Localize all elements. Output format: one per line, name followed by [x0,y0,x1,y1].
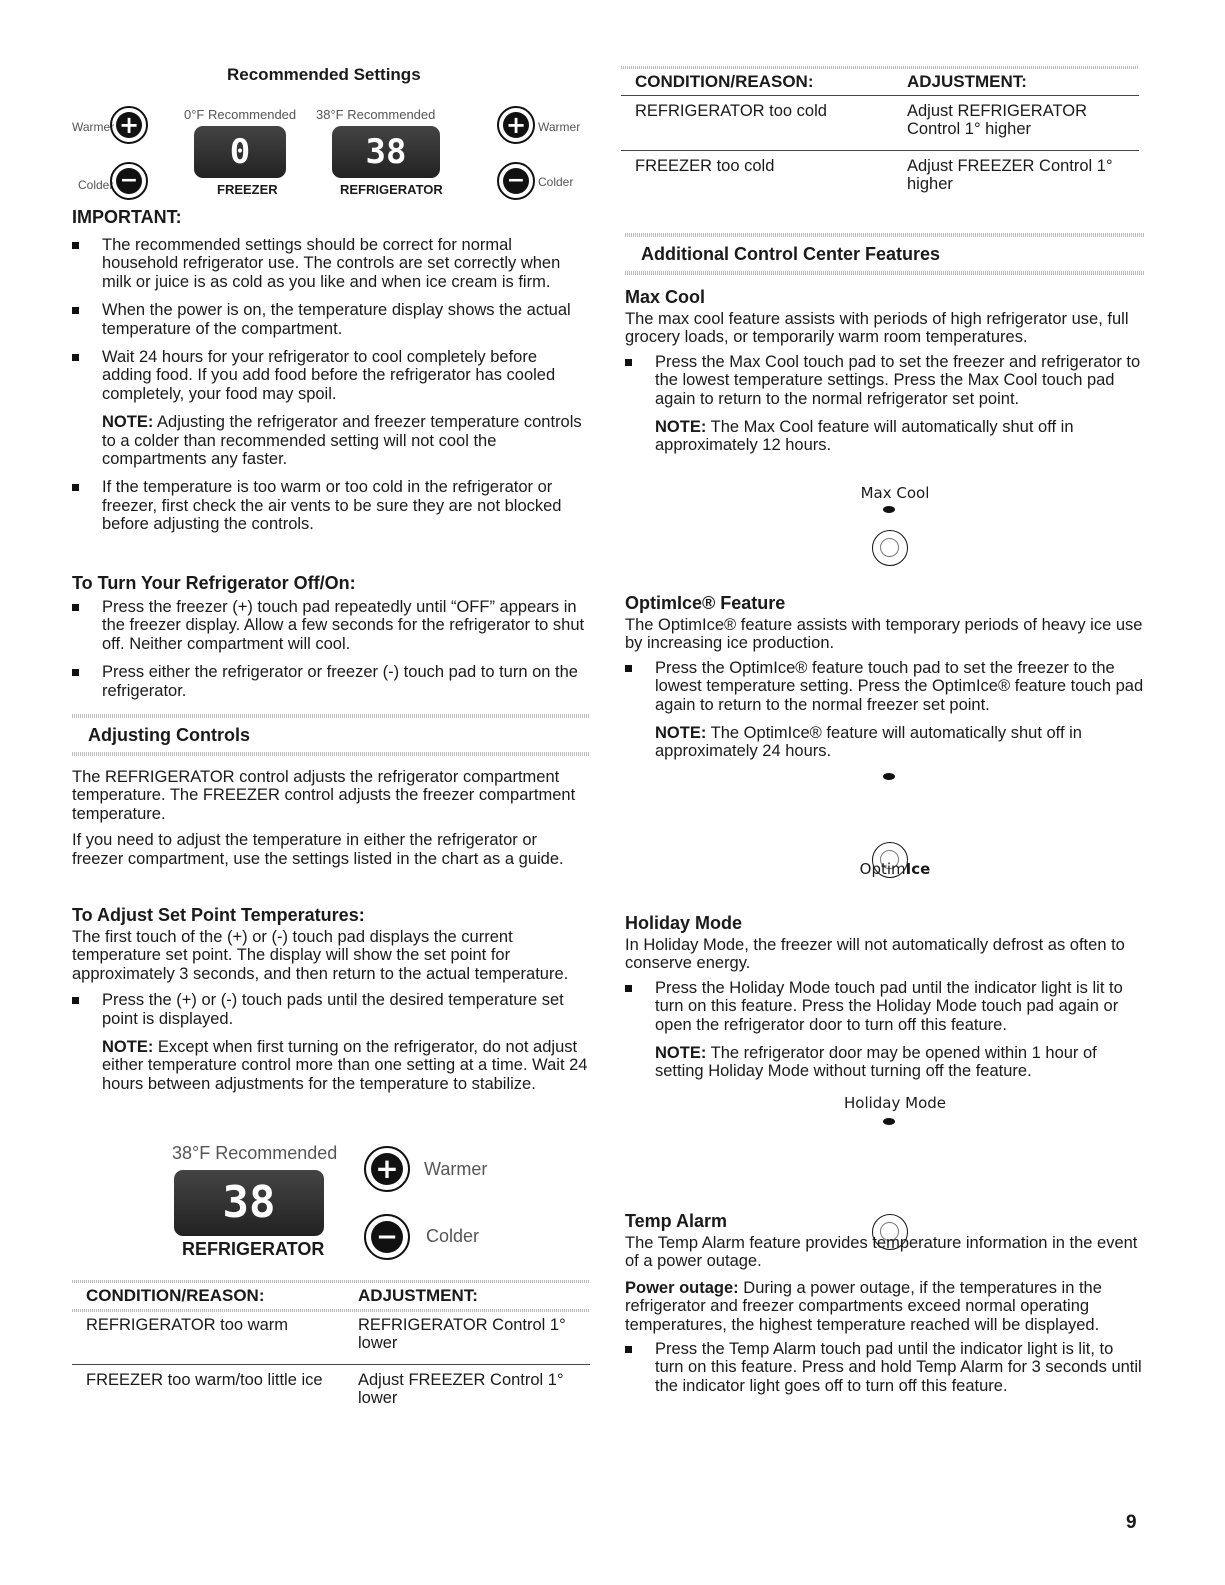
plus-button[interactable] [364,1146,410,1192]
temp-alarm-paragraph: The Temp Alarm feature provides temperature information in the event of a power outage. [625,1234,1138,1271]
table-row [621,151,1139,206]
section-bar [72,714,590,756]
holiday-note [625,1044,1145,1081]
colder-label-left: Colder [78,178,114,192]
table-header-row [621,69,1139,96]
note-label: NOTE: [102,413,154,432]
refrigerator-control-figure [172,1140,512,1270]
table-cell: FREEZER too cold [621,151,893,206]
adjusting-controls-section [72,714,590,868]
note-text: Except when first turning on the refrigerator, do not adjust either temperature control more than one setting at a time. Wait 24 hours between adjustments for the temperature to stabilize. [102,1038,588,1093]
holiday-mode-label: Holiday Mode [843,1094,947,1112]
column-header: ADJUSTMENT: [907,72,1027,91]
divider [625,271,1145,275]
adjusting-paragraph-1: The REFRIGERATOR control adjusts the refrigerator compartment temperature. The FREEZER control adjusts the freezer compartment temperature. [72,768,576,823]
adjustment-table [72,1283,590,1419]
right-adjustment-table-wrap [621,66,1139,205]
minus-icon: − [371,1221,403,1253]
note-label: NOTE: [655,418,707,437]
list-item: Press the Max Cool touch pad to set the freezer and refrigerator to the lowest temperature settings. Press the Max Cool touch pad again to return to the normal refrigerator set point. [625,353,1145,408]
max-cool-label: Max Cool [860,484,930,502]
optimice-label [835,860,955,878]
optimice-section [625,592,1145,771]
note-label: NOTE: [655,1044,707,1063]
refrigerator-display: 38 [174,1170,324,1236]
off-on-heading: To Turn Your Refrigerator Off/On: [72,573,356,593]
minus-button[interactable] [364,1214,410,1260]
important-list-2 [72,478,590,533]
column-header: ADJUSTMENT: [358,1286,478,1305]
set-point-list [72,991,590,1028]
note-label: NOTE: [102,1038,154,1057]
set-point-heading: To Adjust Set Point Temperatures: [72,905,365,925]
left-adjustment-table-wrap [72,1280,590,1419]
optimice-note [625,724,1145,761]
max-cool-indicator-light [883,506,895,513]
optimice-label-b: Ice [905,860,931,878]
warmer-label: Warmer [424,1159,488,1179]
set-point-section [72,904,590,1103]
colder-label-right: Colder [538,175,574,189]
freezer-plus-button[interactable] [110,106,148,144]
power-outage-label: Power outage: [625,1278,739,1297]
divider [72,752,590,756]
freezer-minus-button[interactable] [110,162,148,200]
plus-icon: + [503,112,529,138]
list-item: Press the Holiday Mode touch pad until the indicator light is lit to turn on this feature. Press the Holiday Mode touch pad again or open the refrigerator door to turn off this feature. [625,979,1145,1034]
table-cell: REFRIGERATOR too warm [86,1316,289,1335]
holiday-mode-section [625,912,1145,1091]
list-item: Wait 24 hours for your refrigerator to cool completely before adding food. If you add food before the refrigerator has cooled completely, your food may spoil. [72,348,590,403]
refrigerator-display: 38 [332,126,440,178]
additional-features-bar [625,233,1145,275]
refrigerator-label: REFRIGERATOR [182,1239,325,1259]
warmer-label-right: Warmer [538,120,581,134]
list-item: The recommended settings should be correct for normal household refrigerator use. The controls are set correctly when milk or juice is as cold as you like and when ice cream is firm. [72,236,590,291]
page-number: 9 [1126,1512,1137,1533]
max-cool-section [625,286,1145,465]
optimice-list [625,659,1145,714]
table-row [72,1365,590,1420]
off-on-section [72,572,590,710]
off-on-list [72,598,590,700]
holiday-heading: Holiday Mode [625,913,743,933]
set-point-note [72,1038,590,1093]
holiday-indicator-light [883,1118,895,1125]
power-outage-paragraph [625,1279,1145,1334]
colder-label: Colder [426,1226,480,1246]
adjustment-table [621,69,1139,205]
table-row [72,1312,590,1365]
freezer-recommended-label: 0°F Recommended [184,107,297,122]
note-label: NOTE: [655,724,707,743]
right-column [625,0,1147,1395]
temp-alarm-heading: Temp Alarm [625,1211,728,1231]
refrigerator-recommended-label: 38°F Recommended [316,107,436,122]
list-item: Press the OptimIce® feature touch pad to set the freezer to the lowest temperature setting. Press the OptimIce® feature touch pad again to return to the normal freezer set point. [625,659,1145,714]
table-cell: Adjust REFRIGERATOR Control 1° higher [907,102,1088,139]
column-header: CONDITION/REASON: [635,72,814,91]
important-note [72,413,590,468]
column-header: CONDITION/REASON: [86,1286,265,1305]
list-item: Press either the refrigerator or freezer (-) touch pad to turn on the refrigerator. [72,663,590,700]
note-text: The OptimIce® feature will automatically shut off in approximately 24 hours. [655,724,1082,761]
freezer-display: 0 [194,126,286,178]
freezer-label: FREEZER [217,182,278,197]
max-cool-paragraph: The max cool feature assists with periods of high refrigerator use, full grocery loads, or temporarily warm room temperatures. [625,310,1129,347]
refrigerator-plus-button[interactable] [497,106,535,144]
optimice-paragraph: The OptimIce® feature assists with temporary periods of heavy ice use by increasing ice production. [625,616,1143,653]
max-cool-note [625,418,1145,455]
holiday-paragraph: In Holiday Mode, the freezer will not automatically defrost as often to conserve energy. [625,936,1125,973]
minus-icon: − [116,168,142,194]
minus-icon: − [503,168,529,194]
set-point-paragraph: The first touch of the (+) or (-) touch pad displays the current temperature set point. The display will show the set point for approximately 3 seconds, and then return to the actual temperature. [72,928,569,983]
max-cool-touch-pad[interactable] [872,530,908,566]
table-row [621,96,1139,151]
table-cell: FREEZER too warm/too little ice [72,1365,344,1420]
optimice-heading: OptimIce® Feature [625,593,786,613]
table-header-row [72,1283,590,1309]
list-item: If the temperature is too warm or too cold in the refrigerator or freezer, first check the air vents to be sure they are not blocked before adjusting the controls. [72,478,590,533]
important-list [72,236,590,403]
list-item: Press the Temp Alarm touch pad until the indicator light is lit, to turn on this feature. Press and hold Temp Alarm for 3 seconds until the indicator light goes off to turn off this feature. [625,1340,1145,1395]
warmer-label-left: Warmer [72,120,115,134]
adjusting-paragraph-2: If you need to adjust the temperature in either the refrigerator or freezer compartment, use the settings listed in the chart as a guide. [72,831,564,868]
plus-icon: + [371,1153,403,1185]
note-text: Adjusting the refrigerator and freezer temperature controls to a colder than recommended setting will not cool the compartments any faster. [102,413,582,469]
list-item: Press the freezer (+) touch pad repeatedly until “OFF” appears in the freezer display. Allow a few seconds for the refrigerator to shut off. Neither compartment will cool. [72,598,590,653]
plus-icon: + [116,112,142,138]
important-heading: IMPORTANT: [72,207,182,227]
note-text: The refrigerator door may be opened within 1 hour of setting Holiday Mode without turning off the feature. [655,1044,1097,1081]
holiday-list [625,979,1145,1034]
table-cell: Adjust FREEZER Control 1° higher [893,151,1139,206]
max-cool-heading: Max Cool [625,287,706,307]
important-section [72,206,590,544]
recommended-label: 38°F Recommended [172,1143,338,1163]
note-text: The Max Cool feature will automatically shut off in approximately 12 hours. [655,418,1074,455]
power-outage-text: During a power outage, if the temperatures in the refrigerator and freezer compartments exceed normal operating temperatures, the highest temperature reached will be displayed. [625,1278,1102,1334]
table-cell: Adjust FREEZER Control 1° lower [344,1365,590,1420]
refrigerator-minus-button[interactable] [497,162,535,200]
additional-heading: Additional Control Center Features [641,244,941,264]
table-cell: REFRIGERATOR too cold [635,102,827,121]
max-cool-list [625,353,1145,408]
figure-title: Recommended Settings [227,65,421,84]
list-item: When the power is on, the temperature display shows the actual temperature of the compartment. [72,301,590,338]
adjusting-heading: Adjusting Controls [88,725,250,745]
list-item: Press the (+) or (-) touch pads until the desired temperature set point is displayed. [72,991,590,1028]
table-cell: REFRIGERATOR Control 1° lower [358,1316,566,1353]
refrigerator-label: REFRIGERATOR [340,182,443,197]
temp-alarm-list [625,1340,1145,1395]
optimice-label-a: Optim [859,860,906,878]
recommended-settings-figure [72,66,590,196]
optimice-indicator-light [883,773,895,780]
temp-alarm-section [625,1210,1145,1405]
